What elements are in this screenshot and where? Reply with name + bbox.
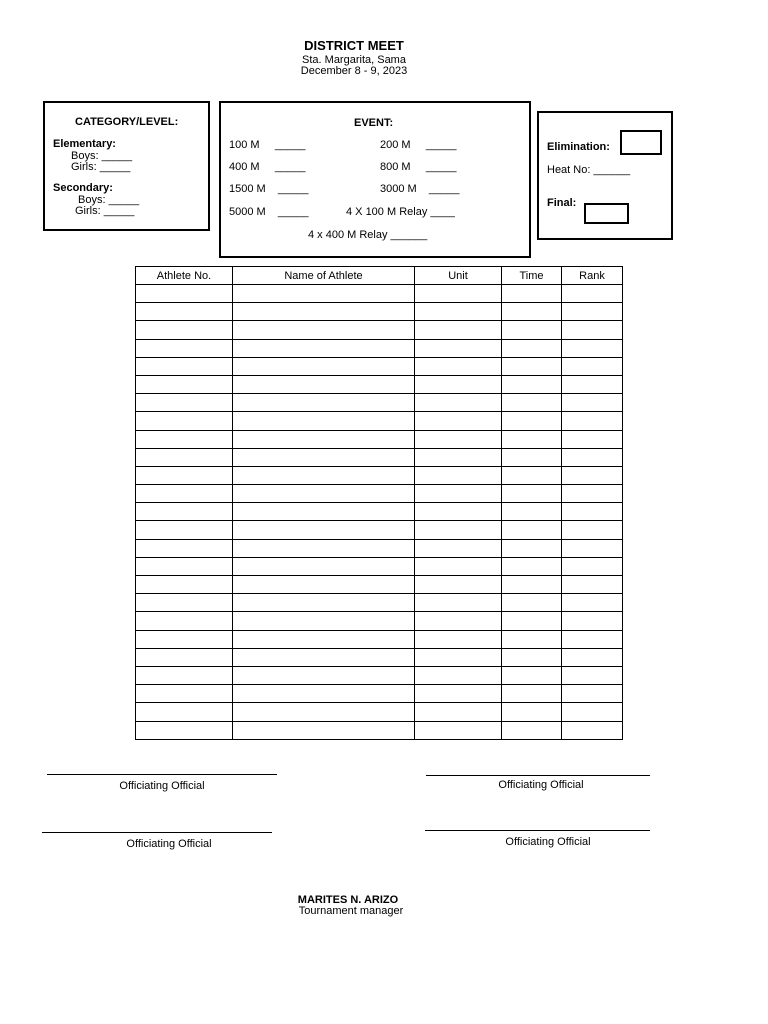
- cell-rank[interactable]: [562, 648, 623, 666]
- category-heading: CATEGORY/LEVEL:: [75, 116, 179, 128]
- event-option-4x400-relay[interactable]: 4 x 400 M Relay ______: [308, 229, 428, 241]
- table-row: [136, 394, 623, 412]
- cell-unit[interactable]: [415, 703, 502, 721]
- cell-name[interactable]: [233, 630, 415, 648]
- cell-athlete-no[interactable]: [136, 521, 233, 539]
- officiating-official-label-1: Officiating Official: [119, 780, 205, 792]
- table-row: [136, 557, 623, 575]
- cell-athlete-no[interactable]: [136, 394, 233, 412]
- table-row: [136, 321, 623, 339]
- elimination-label: Elimination:: [547, 141, 610, 153]
- column-header-time: Time: [502, 267, 562, 285]
- cell-time[interactable]: [502, 576, 562, 594]
- column-header-unit: Unit: [415, 267, 502, 285]
- table-row: [136, 448, 623, 466]
- cell-rank[interactable]: [562, 521, 623, 539]
- cell-unit[interactable]: [415, 503, 502, 521]
- cell-unit[interactable]: [415, 430, 502, 448]
- cell-name[interactable]: [233, 466, 415, 484]
- cell-name[interactable]: [233, 539, 415, 557]
- officiating-official-label-4: Officiating Official: [505, 836, 591, 848]
- table-row: [136, 539, 623, 557]
- secondary-label: Secondary:: [53, 182, 113, 194]
- cell-unit[interactable]: [415, 648, 502, 666]
- cell-athlete-no[interactable]: [136, 285, 233, 303]
- cell-name[interactable]: [233, 721, 415, 739]
- tournament-manager-name: MARITES N. ARIZO: [297, 894, 399, 906]
- cell-time[interactable]: [502, 321, 562, 339]
- table-row: [136, 430, 623, 448]
- cell-name[interactable]: [233, 685, 415, 703]
- event-option-200m[interactable]: 200 M _____: [380, 139, 457, 151]
- cell-name[interactable]: [233, 648, 415, 666]
- cell-rank[interactable]: [562, 703, 623, 721]
- tournament-manager-title: Tournament manager: [298, 905, 404, 917]
- cell-athlete-no[interactable]: [136, 503, 233, 521]
- cell-rank[interactable]: [562, 503, 623, 521]
- table-row: [136, 503, 623, 521]
- elementary-girls-field[interactable]: Girls: _____: [71, 161, 131, 173]
- cell-rank[interactable]: [562, 576, 623, 594]
- table-row: [136, 576, 623, 594]
- cell-rank[interactable]: [562, 485, 623, 503]
- cell-time[interactable]: [502, 430, 562, 448]
- cell-time[interactable]: [502, 485, 562, 503]
- table-row: [136, 375, 623, 393]
- event-option-5000m[interactable]: 5000 M _____: [229, 206, 309, 218]
- table-row: [136, 485, 623, 503]
- cell-unit[interactable]: [415, 394, 502, 412]
- cell-name[interactable]: [233, 576, 415, 594]
- cell-unit[interactable]: [415, 721, 502, 739]
- cell-time[interactable]: [502, 503, 562, 521]
- column-header-athlete-no: Athlete No.: [136, 267, 233, 285]
- cell-rank[interactable]: [562, 375, 623, 393]
- cell-unit[interactable]: [415, 685, 502, 703]
- cell-athlete-no[interactable]: [136, 303, 233, 321]
- results-table: [135, 266, 623, 740]
- cell-name[interactable]: [233, 503, 415, 521]
- cell-athlete-no[interactable]: [136, 594, 233, 612]
- cell-name[interactable]: [233, 485, 415, 503]
- table-row: [136, 466, 623, 484]
- cell-athlete-no[interactable]: [136, 321, 233, 339]
- cell-name[interactable]: [233, 321, 415, 339]
- event-option-1500m[interactable]: 1500 M _____: [229, 183, 309, 195]
- cell-name[interactable]: [233, 448, 415, 466]
- table-row: [136, 648, 623, 666]
- cell-unit[interactable]: [415, 630, 502, 648]
- cell-athlete-no[interactable]: [136, 703, 233, 721]
- event-box: [219, 101, 531, 258]
- table-row: [136, 285, 623, 303]
- cell-time[interactable]: [502, 612, 562, 630]
- cell-unit[interactable]: [415, 485, 502, 503]
- cell-unit[interactable]: [415, 375, 502, 393]
- secondary-girls-field[interactable]: Girls: _____: [75, 205, 135, 217]
- elementary-boys-field[interactable]: Boys: _____: [71, 150, 133, 162]
- cell-name[interactable]: [233, 339, 415, 357]
- officiating-official-label-3: Officiating Official: [126, 838, 212, 850]
- cell-athlete-no[interactable]: [136, 666, 233, 684]
- cell-rank[interactable]: [562, 430, 623, 448]
- table-row: [136, 521, 623, 539]
- table-row: [136, 666, 623, 684]
- cell-name[interactable]: [233, 394, 415, 412]
- cell-time[interactable]: [502, 375, 562, 393]
- officiating-official-label-2: Officiating Official: [498, 779, 584, 791]
- cell-time[interactable]: [502, 412, 562, 430]
- table-row: [136, 703, 623, 721]
- cell-time[interactable]: [502, 539, 562, 557]
- elementary-label: Elementary:: [53, 138, 116, 150]
- column-header-name: Name of Athlete: [233, 267, 415, 285]
- table-row: [136, 685, 623, 703]
- cell-athlete-no[interactable]: [136, 485, 233, 503]
- cell-time[interactable]: [502, 685, 562, 703]
- cell-athlete-no[interactable]: [136, 448, 233, 466]
- cell-unit[interactable]: [415, 666, 502, 684]
- table-row: [136, 612, 623, 630]
- cell-unit[interactable]: [415, 321, 502, 339]
- cell-unit[interactable]: [415, 303, 502, 321]
- cell-time[interactable]: [502, 703, 562, 721]
- cell-rank[interactable]: [562, 721, 623, 739]
- cell-time[interactable]: [502, 666, 562, 684]
- cell-rank[interactable]: [562, 594, 623, 612]
- cell-name[interactable]: [233, 375, 415, 393]
- cell-rank[interactable]: [562, 448, 623, 466]
- table-row: [136, 721, 623, 739]
- cell-rank[interactable]: [562, 285, 623, 303]
- cell-unit[interactable]: [415, 339, 502, 357]
- cell-time[interactable]: [502, 448, 562, 466]
- cell-name[interactable]: [233, 357, 415, 375]
- cell-unit[interactable]: [415, 412, 502, 430]
- cell-rank[interactable]: [562, 612, 623, 630]
- results-body: [136, 285, 623, 740]
- cell-name[interactable]: [233, 703, 415, 721]
- cell-unit[interactable]: [415, 539, 502, 557]
- cell-name[interactable]: [233, 521, 415, 539]
- final-checkbox[interactable]: [584, 203, 629, 224]
- cell-time[interactable]: [502, 594, 562, 612]
- cell-athlete-no[interactable]: [136, 466, 233, 484]
- secondary-boys-field[interactable]: Boys: _____: [78, 194, 140, 206]
- heat-number-field[interactable]: Heat No: ______: [547, 164, 631, 176]
- round-box: [537, 111, 673, 240]
- cell-rank[interactable]: [562, 412, 623, 430]
- cell-unit[interactable]: [415, 576, 502, 594]
- cell-time[interactable]: [502, 648, 562, 666]
- cell-athlete-no[interactable]: [136, 412, 233, 430]
- cell-name[interactable]: [233, 612, 415, 630]
- page-title: DISTRICT MEET: [304, 38, 404, 53]
- event-option-4x100-relay[interactable]: 4 X 100 M Relay ____: [346, 206, 455, 218]
- table-row: [136, 594, 623, 612]
- cell-unit[interactable]: [415, 521, 502, 539]
- cell-athlete-no[interactable]: [136, 557, 233, 575]
- cell-athlete-no[interactable]: [136, 430, 233, 448]
- cell-rank[interactable]: [562, 303, 623, 321]
- cell-athlete-no[interactable]: [136, 685, 233, 703]
- cell-rank[interactable]: [562, 357, 623, 375]
- cell-rank[interactable]: [562, 339, 623, 357]
- cell-time[interactable]: [502, 285, 562, 303]
- cell-rank[interactable]: [562, 321, 623, 339]
- cell-athlete-no[interactable]: [136, 721, 233, 739]
- cell-athlete-no[interactable]: [136, 630, 233, 648]
- cell-name[interactable]: [233, 666, 415, 684]
- cell-time[interactable]: [502, 466, 562, 484]
- cell-rank[interactable]: [562, 557, 623, 575]
- cell-rank[interactable]: [562, 630, 623, 648]
- cell-athlete-no[interactable]: [136, 375, 233, 393]
- cell-unit[interactable]: [415, 285, 502, 303]
- signature-line-1: [47, 774, 277, 775]
- signature-line-3: [42, 832, 272, 833]
- cell-rank[interactable]: [562, 539, 623, 557]
- cell-time[interactable]: [502, 394, 562, 412]
- table-row: [136, 339, 623, 357]
- cell-athlete-no[interactable]: [136, 612, 233, 630]
- signature-line-4: [425, 830, 650, 831]
- cell-athlete-no[interactable]: [136, 539, 233, 557]
- cell-athlete-no[interactable]: [136, 576, 233, 594]
- event-option-100m[interactable]: 100 M _____: [229, 139, 306, 151]
- cell-unit[interactable]: [415, 357, 502, 375]
- final-label: Final:: [547, 197, 577, 209]
- cell-name[interactable]: [233, 303, 415, 321]
- cell-name[interactable]: [233, 557, 415, 575]
- column-header-rank: Rank: [562, 267, 623, 285]
- cell-rank[interactable]: [562, 666, 623, 684]
- event-heading: EVENT:: [354, 117, 394, 129]
- cell-name[interactable]: [233, 594, 415, 612]
- cell-athlete-no[interactable]: [136, 648, 233, 666]
- cell-unit[interactable]: [415, 557, 502, 575]
- cell-time[interactable]: [502, 339, 562, 357]
- table-row: [136, 412, 623, 430]
- event-option-800m[interactable]: 800 M _____: [380, 161, 457, 173]
- cell-rank[interactable]: [562, 394, 623, 412]
- cell-time[interactable]: [502, 557, 562, 575]
- category-box: [43, 101, 210, 231]
- cell-time[interactable]: [502, 630, 562, 648]
- cell-time[interactable]: [502, 721, 562, 739]
- cell-athlete-no[interactable]: [136, 357, 233, 375]
- cell-rank[interactable]: [562, 685, 623, 703]
- cell-time[interactable]: [502, 521, 562, 539]
- cell-unit[interactable]: [415, 612, 502, 630]
- event-location: Sta. Margarita, Sama: [302, 54, 406, 66]
- event-option-3000m[interactable]: 3000 M _____: [380, 183, 460, 195]
- event-option-400m[interactable]: 400 M _____: [229, 161, 306, 173]
- cell-time[interactable]: [502, 303, 562, 321]
- event-dates: December 8 - 9, 2023: [300, 65, 408, 77]
- cell-name[interactable]: [233, 430, 415, 448]
- cell-unit[interactable]: [415, 594, 502, 612]
- signature-line-2: [426, 775, 650, 776]
- table-row: [136, 303, 623, 321]
- cell-unit[interactable]: [415, 466, 502, 484]
- cell-athlete-no[interactable]: [136, 339, 233, 357]
- cell-unit[interactable]: [415, 448, 502, 466]
- cell-rank[interactable]: [562, 466, 623, 484]
- table-row: [136, 357, 623, 375]
- cell-name[interactable]: [233, 412, 415, 430]
- cell-time[interactable]: [502, 357, 562, 375]
- elimination-checkbox[interactable]: [620, 130, 662, 155]
- table-row: [136, 630, 623, 648]
- cell-name[interactable]: [233, 285, 415, 303]
- table-header-row: [136, 267, 623, 285]
